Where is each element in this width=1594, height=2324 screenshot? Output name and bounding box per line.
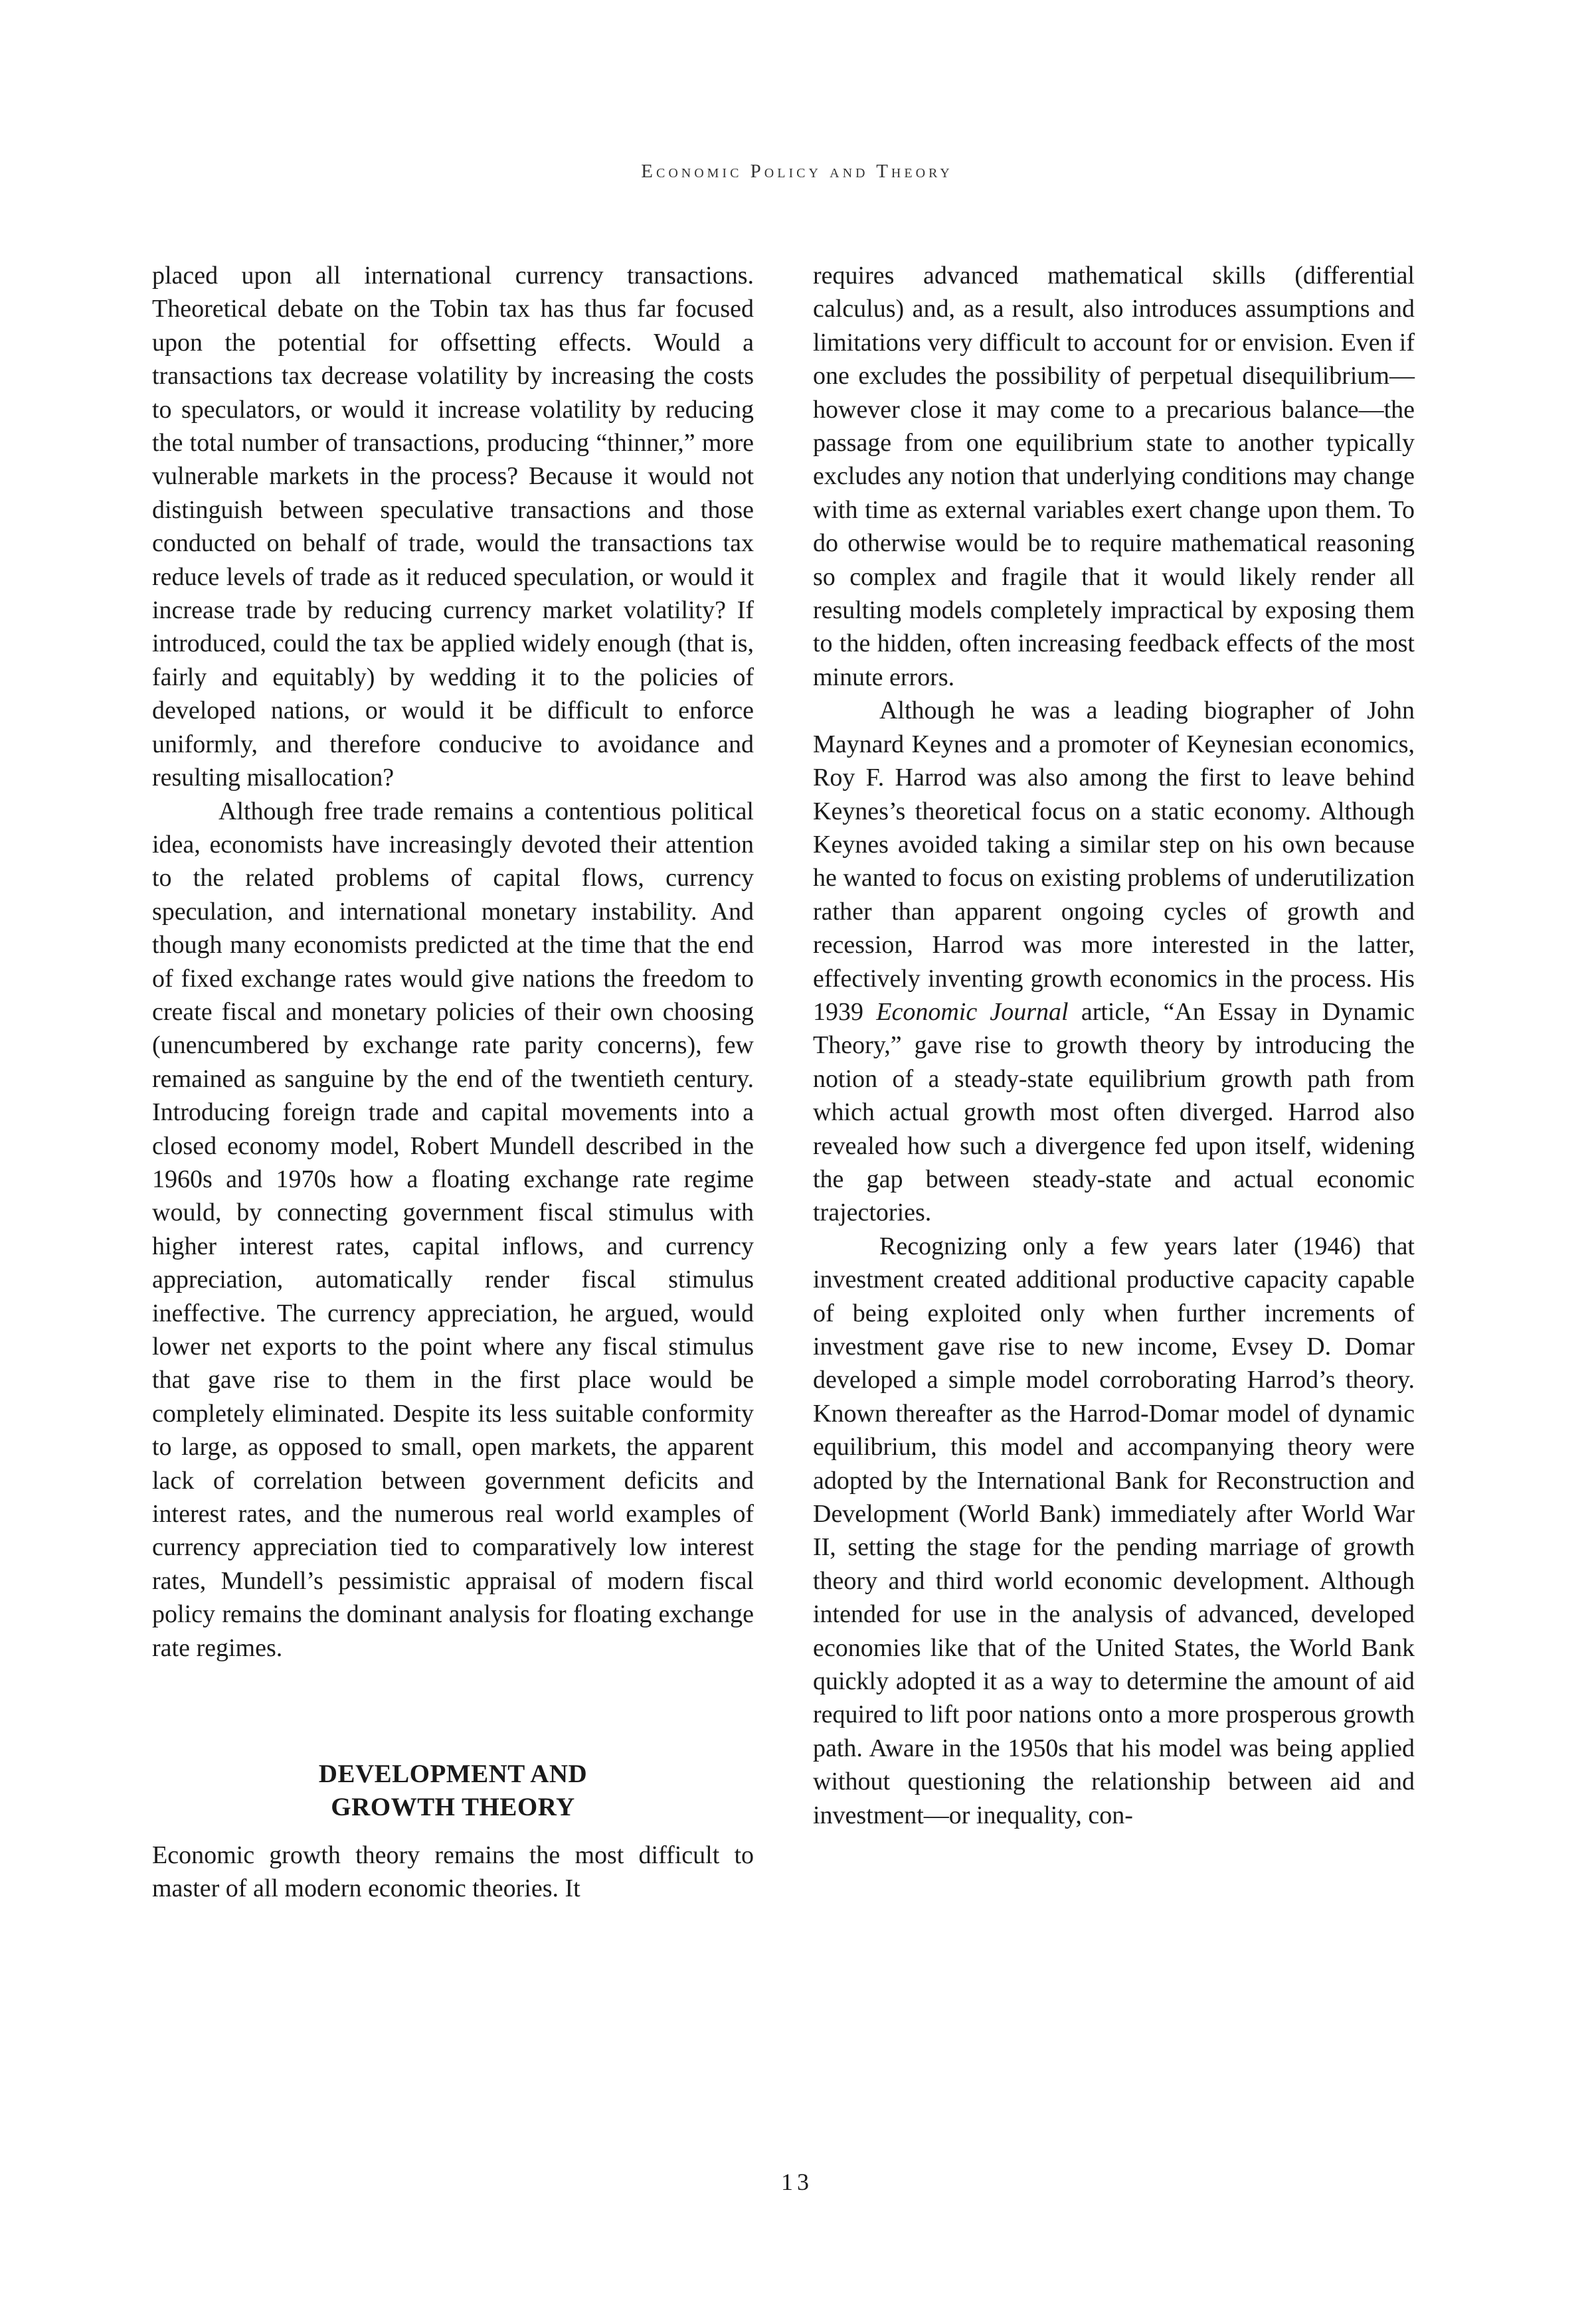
- running-head: Economic Policy and Theory: [641, 161, 953, 182]
- section-heading-line: GROWTH THEORY: [331, 1793, 575, 1822]
- journal-title: Economic Journal: [876, 997, 1069, 1026]
- section-heading-line: DEVELOPMENT AND: [318, 1760, 588, 1789]
- paragraph: [813, 694, 1415, 1230]
- paragraph-text: Although he was a leading biographer of John Maynard Keynes and a promoter of Keynesian economics, Roy F. Harrod was also among the first to leave behind Keynes’s theoretical focus on a static economy. Although Keynes avoided taking a similar step on his own because he wanted to focus on existing problems of underutilization rather than apparent ongoing cycles of growth and recession, Harrod was more interested in the latter, effectively inventing growth economics in the process. His 1939: [813, 697, 1415, 1026]
- paragraph: Recognizing only a few years later (1946) that investment created additional productive capacity capable of being exploited only when further increments of investment gave rise to new income, Evsey D. Domar developed a simple model corroborating Harrod’s theory. Known thereafter as the Harrod-Domar model of dynamic equilibrium, this model and accompanying theory were adopted by the International Bank for Reconstruction and Development (World Bank) immediately after World War II, setting the stage for the pending marriage of growth theory and third world economic development. Although intended for use in the analysis of advanced, developed economies like that of the United States, the World Bank quickly adopted it as a way to determine the amount of aid required to lift poor nations onto a more prosperous growth path. Aware in the 1950s that his model was being applied without questioning the relationship between aid and investment—or inequality, con-: [813, 1232, 1415, 1829]
- left-column: [152, 259, 754, 1906]
- right-column: [813, 259, 1415, 1832]
- paragraph: requires advanced mathematical skills (differential calculus) and, as a result, also introduces assumptions and limitations very difficult to account for or envision. Even if one excludes the possibility of perpetual disequilibrium—however close it may come to a precarious balance—the passage from one equilibrium state to another typically excludes any notion that underlying conditions may change with time as external variables exert change upon them. To do otherwise would be to require mathematical reasoning so complex and fragile that it would likely render all resulting models completely impractical by exposing them to the hidden, often increasing feedback effects of the most minute errors.: [813, 262, 1415, 691]
- paragraph: placed upon all international currency transactions. Theoretical debate on the Tobin tax has thus far focused upon the potential for offsetting effects. Would a transactions tax decrease volatility by increasing the costs to speculators, or would it increase volatility by reducing the total number of transactions, producing “thinner,” more vulnerable markets in the process? Because it would not distinguish between speculative transactions and those conducted on behalf of trade, would the transactions tax reduce levels of trade as it reduced speculation, or would it increase trade by reducing currency market volatility? If introduced, could the tax be applied widely enough (that is, fairly and equitably) by wedding it to the policies of developed nations, or would it be difficult to enforce uniformly, and therefore conducive to avoidance and resulting misallocation?: [152, 262, 754, 792]
- page-number: 13: [781, 2169, 813, 2195]
- paragraph-text: article, “An Essay in Dynamic Theory,” gave rise to growth theory by introducing the notion of a steady-state equilibrium growth path from which actual growth most often diverged. Harrod also revealed how such a divergence fed upon itself, widening the gap between steady-state and actual economic trajectories.: [813, 997, 1415, 1227]
- paragraph: Economic growth theory remains the most difficult to master of all modern economic theories. It: [152, 1841, 754, 1903]
- paragraph: Although free trade remains a contentious political idea, economists have increasingly devoted their attention to the related problems of capital flows, currency speculation, and international monetary instability. And though many economists predicted at the time that the end of fixed exchange rates would give nations the freedom to create fiscal and monetary policies of their own choosing (unencumbered by exchange rate parity concerns), few remained as sanguine by the end of the twentieth century. Introducing foreign trade and capital movements into a closed economy model, Robert Mundell described in the 1960s and 1970s how a floating exchange rate regime would, by connecting government fiscal stimulus with higher interest rates, capital inflows, and currency appreciation, automatically render fiscal stimulus ineffective. The currency appreciation, he argued, would lower net exports to the point where any fiscal stimulus that gave rise to them in the first place would be completely eliminated. Despite its less suitable conformity to large, as opposed to small, open markets, the apparent lack of correlation between government deficits and interest rates, and the numerous real world examples of currency appreciation tied to comparatively low interest rates, Mundell’s pessimistic appraisal of modern fiscal policy remains the dominant analysis for floating exchange rate regimes.: [152, 797, 754, 1662]
- section-heading: [152, 1758, 754, 1824]
